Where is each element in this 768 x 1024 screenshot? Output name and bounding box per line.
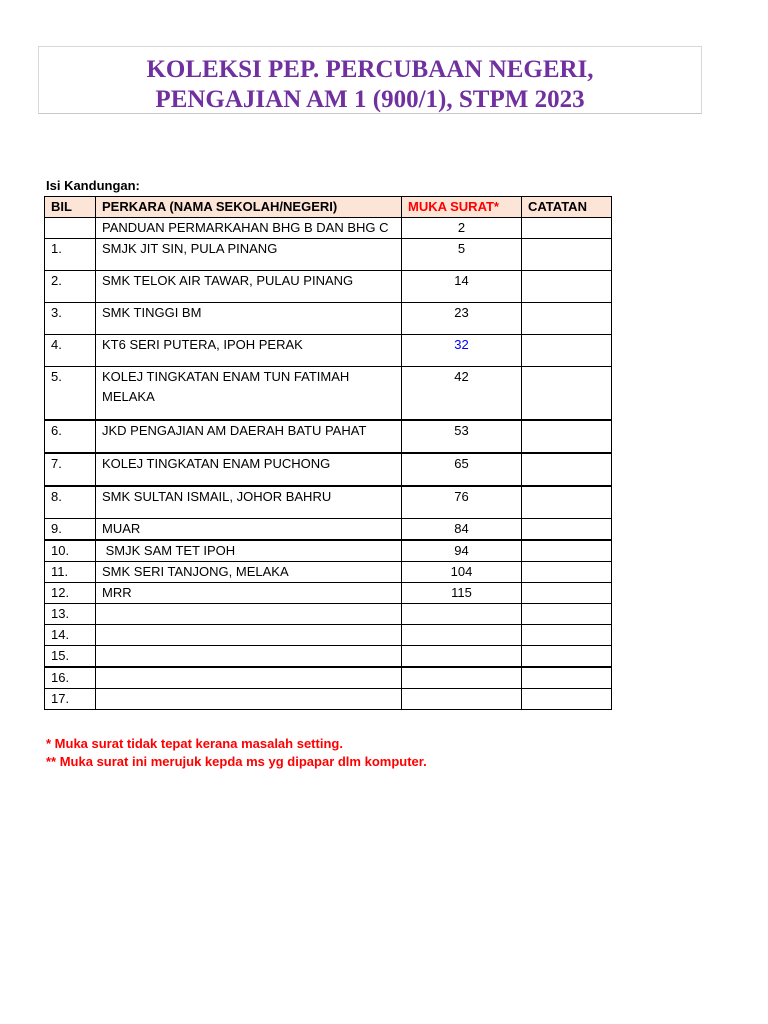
table-header-row bbox=[45, 197, 612, 218]
row-page: 65 bbox=[402, 453, 522, 486]
table-row bbox=[45, 239, 612, 271]
row-page: 76 bbox=[402, 486, 522, 519]
row-catatan bbox=[522, 303, 612, 335]
row-bil: 17. bbox=[45, 689, 96, 710]
row-catatan bbox=[522, 583, 612, 604]
title-line-1: KOLEKSI PEP. PERCUBAAN NEGERI, bbox=[146, 56, 594, 83]
row-perkara: KT6 SERI PUTERA, IPOH PERAK bbox=[96, 335, 402, 367]
row-bil: 2. bbox=[45, 271, 96, 303]
row-bil: 5. bbox=[45, 367, 96, 421]
row-page: 115 bbox=[402, 583, 522, 604]
table-row bbox=[45, 646, 612, 668]
row-perkara: SMJK SAM TET IPOH bbox=[96, 540, 402, 562]
row-page bbox=[402, 689, 522, 710]
row-perkara: JKD PENGAJIAN AM DAERAH BATU PAHAT bbox=[96, 420, 402, 453]
row-perkara: KOLEJ TINGKATAN ENAM PUCHONG bbox=[96, 453, 402, 486]
row-perkara: SMK SERI TANJONG, MELAKA bbox=[96, 562, 402, 583]
row-bil: 11. bbox=[45, 562, 96, 583]
row-perkara: KOLEJ TINGKATAN ENAM TUN FATIMAH MELAKA bbox=[96, 367, 402, 421]
row-page: 14 bbox=[402, 271, 522, 303]
row-page: 5 bbox=[402, 239, 522, 271]
row-perkara: MUAR bbox=[96, 519, 402, 541]
header-bil: BIL bbox=[45, 197, 96, 218]
row-page: 104 bbox=[402, 562, 522, 583]
row-catatan bbox=[522, 646, 612, 668]
header-catatan: CATATAN bbox=[522, 197, 612, 218]
footnotes bbox=[46, 735, 427, 771]
header-muka-surat: MUKA SURAT* bbox=[402, 197, 522, 218]
row-catatan bbox=[522, 420, 612, 453]
header-perkara: PERKARA (NAMA SEKOLAH/NEGERI) bbox=[96, 197, 402, 218]
row-bil: 16. bbox=[45, 667, 96, 689]
table-row bbox=[45, 303, 612, 335]
row-bil: 15. bbox=[45, 646, 96, 668]
row-perkara bbox=[96, 646, 402, 668]
row-perkara bbox=[96, 604, 402, 625]
row-bil bbox=[45, 218, 96, 239]
row-page bbox=[402, 646, 522, 668]
table-row bbox=[45, 486, 612, 519]
footnote-1: * Muka surat tidak tepat kerana masalah setting. bbox=[46, 736, 343, 751]
row-perkara: SMK TINGGI BM bbox=[96, 303, 402, 335]
row-perkara: SMK TELOK AIR TAWAR, PULAU PINANG bbox=[96, 271, 402, 303]
table-row bbox=[45, 218, 612, 239]
row-perkara: MRR bbox=[96, 583, 402, 604]
row-page: 42 bbox=[402, 367, 522, 421]
row-catatan bbox=[522, 453, 612, 486]
table-row bbox=[45, 667, 612, 689]
row-catatan bbox=[522, 519, 612, 541]
row-catatan bbox=[522, 562, 612, 583]
row-perkara: PANDUAN PERMARKAHAN BHG B DAN BHG C bbox=[96, 218, 402, 239]
row-page bbox=[402, 667, 522, 689]
row-catatan bbox=[522, 218, 612, 239]
row-catatan bbox=[522, 667, 612, 689]
row-bil: 9. bbox=[45, 519, 96, 541]
table-row bbox=[45, 420, 612, 453]
row-perkara bbox=[96, 625, 402, 646]
row-page: 84 bbox=[402, 519, 522, 541]
title-box bbox=[38, 46, 702, 114]
row-catatan bbox=[522, 540, 612, 562]
row-bil: 6. bbox=[45, 420, 96, 453]
row-page: 53 bbox=[402, 420, 522, 453]
row-bil: 10. bbox=[45, 540, 96, 562]
row-catatan bbox=[522, 271, 612, 303]
title-line-2: PENGAJIAN AM 1 (900/1), STPM 2023 bbox=[155, 86, 585, 113]
row-catatan bbox=[522, 239, 612, 271]
row-bil: 3. bbox=[45, 303, 96, 335]
row-bil: 12. bbox=[45, 583, 96, 604]
contents-label: Isi Kandungan: bbox=[46, 178, 140, 193]
row-page: 32 bbox=[402, 335, 522, 367]
row-perkara bbox=[96, 689, 402, 710]
row-perkara bbox=[96, 667, 402, 689]
table-row bbox=[45, 367, 612, 421]
row-bil: 14. bbox=[45, 625, 96, 646]
table-row bbox=[45, 583, 612, 604]
row-catatan bbox=[522, 625, 612, 646]
row-bil: 8. bbox=[45, 486, 96, 519]
row-catatan bbox=[522, 335, 612, 367]
row-catatan bbox=[522, 367, 612, 421]
row-bil: 13. bbox=[45, 604, 96, 625]
table-row bbox=[45, 604, 612, 625]
table-row bbox=[45, 625, 612, 646]
row-bil: 1. bbox=[45, 239, 96, 271]
table-row bbox=[45, 689, 612, 710]
row-page: 94 bbox=[402, 540, 522, 562]
row-catatan bbox=[522, 689, 612, 710]
table-row bbox=[45, 562, 612, 583]
table-row bbox=[45, 540, 612, 562]
row-bil: 4. bbox=[45, 335, 96, 367]
table-row bbox=[45, 519, 612, 541]
table-row bbox=[45, 453, 612, 486]
row-page: 23 bbox=[402, 303, 522, 335]
row-catatan bbox=[522, 604, 612, 625]
row-perkara: SMJK JIT SIN, PULA PINANG bbox=[96, 239, 402, 271]
table-row bbox=[45, 335, 612, 367]
row-page: 2 bbox=[402, 218, 522, 239]
footnote-2: ** Muka surat ini merujuk kepda ms yg dipapar dlm komputer. bbox=[46, 754, 427, 769]
table-row bbox=[45, 271, 612, 303]
row-catatan bbox=[522, 486, 612, 519]
row-page bbox=[402, 604, 522, 625]
row-perkara: SMK SULTAN ISMAIL, JOHOR BAHRU bbox=[96, 486, 402, 519]
row-page bbox=[402, 625, 522, 646]
contents-table bbox=[44, 196, 612, 710]
row-bil: 7. bbox=[45, 453, 96, 486]
